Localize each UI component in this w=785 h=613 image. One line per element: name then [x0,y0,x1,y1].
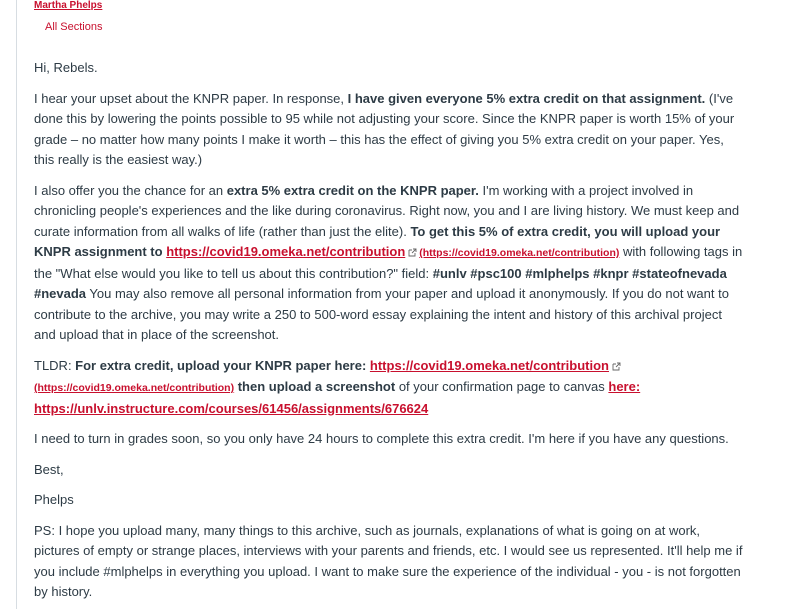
assignment-link[interactable]: https://unlv.instructure.com/courses/61456/assignments/676624 [34,400,429,416]
signature: Phelps [34,492,74,507]
left-border [16,0,17,609]
p2-bold-1: extra 5% extra credit on the KNPR paper. [226,182,479,198]
contribution-link-paren[interactable]: (https://covid19.omeka.net/contribution) [419,247,620,259]
p1-text-c: (I've done this by lowering the points possible to 95 while not adjusting your score. Since the KNPR paper is worth 15% of your grade – no matter how many points I make it worth – this has the effect of giving you 5% extra credit on your paper. Yes, this really is the easiest way.) [34,90,735,167]
contribution-link[interactable]: https://covid19.omeka.net/contribution [166,244,406,259]
closing: Best, [34,461,64,477]
tldr-contribution-link-paren[interactable]: (https://covid19.omeka.net/contribution) [34,382,235,394]
greeting: Hi, Rebels. [34,60,98,75]
paragraph-4: I need to turn in grades soon, so you only have 24 hours to complete this extra credit. I'm here if you have any questions. [34,431,729,446]
tldr-text-d: of your confirmation page to canvas [395,379,609,394]
author-link[interactable]: Martha Phelps [34,0,103,11]
p1-bold: I have given everyone 5% extra credit on that assignment. [347,90,706,106]
paragraph-2 [34,181,746,346]
postscript: PS: I hope you upload many, many things to this archive, such as journals, explanations of what is going on at work, pictures of empty or strange places, interviews with your parents and friends, etc. I would see us represented. It'll help me if you include #mlphelps in everything you upload. I want to make sure the experience of the individual - you - is not forgotten by history. [34,522,743,599]
p2-tags: #unlv #psc100 #mlphelps #knpr #stateofnevada #nevada [34,265,727,301]
p2-text-a: I also offer you the chance for an [34,182,227,198]
paragraph-1 [34,89,746,171]
all-sections-link[interactable]: All Sections [45,21,103,33]
external-link-icon [408,243,417,264]
post-body [34,58,746,613]
paragraph-tldr [34,356,746,420]
p2-bold-2: To get this 5% of extra credit, you will upload your KNPR assignment to [34,223,721,259]
external-link-icon [612,357,621,378]
tldr-bold-2: then upload a screenshot [234,379,396,394]
tldr-bold-1: For extra credit, upload your KNPR paper here: [75,357,370,373]
p2-text-c: I'm working with a project involved in chronicling people's experiences and the like during coronavirus. Right now, you and I are living history. We must keep and curate information from all walks of life (rather than just the elite). [34,182,740,239]
p1-text-a: I hear your upset about the KNPR paper. In response, [34,90,348,106]
post-header [34,0,102,33]
here-link[interactable]: here: [608,379,641,394]
tldr-contribution-link[interactable]: https://covid19.omeka.net/contribution [369,357,609,373]
tldr-label: TLDR: [34,357,76,373]
p2-text-e: with following tags in the "What else would you like to tell us about this contribution?" field: [34,244,743,281]
p2-text-f: You may also remove all personal information from your paper and upload it anonymously. If you do not want to contribute to the archive, you may write a 250 to 500-word essay explaining the intent and history of this archival project and upload that in place of the screenshot. [34,286,729,342]
